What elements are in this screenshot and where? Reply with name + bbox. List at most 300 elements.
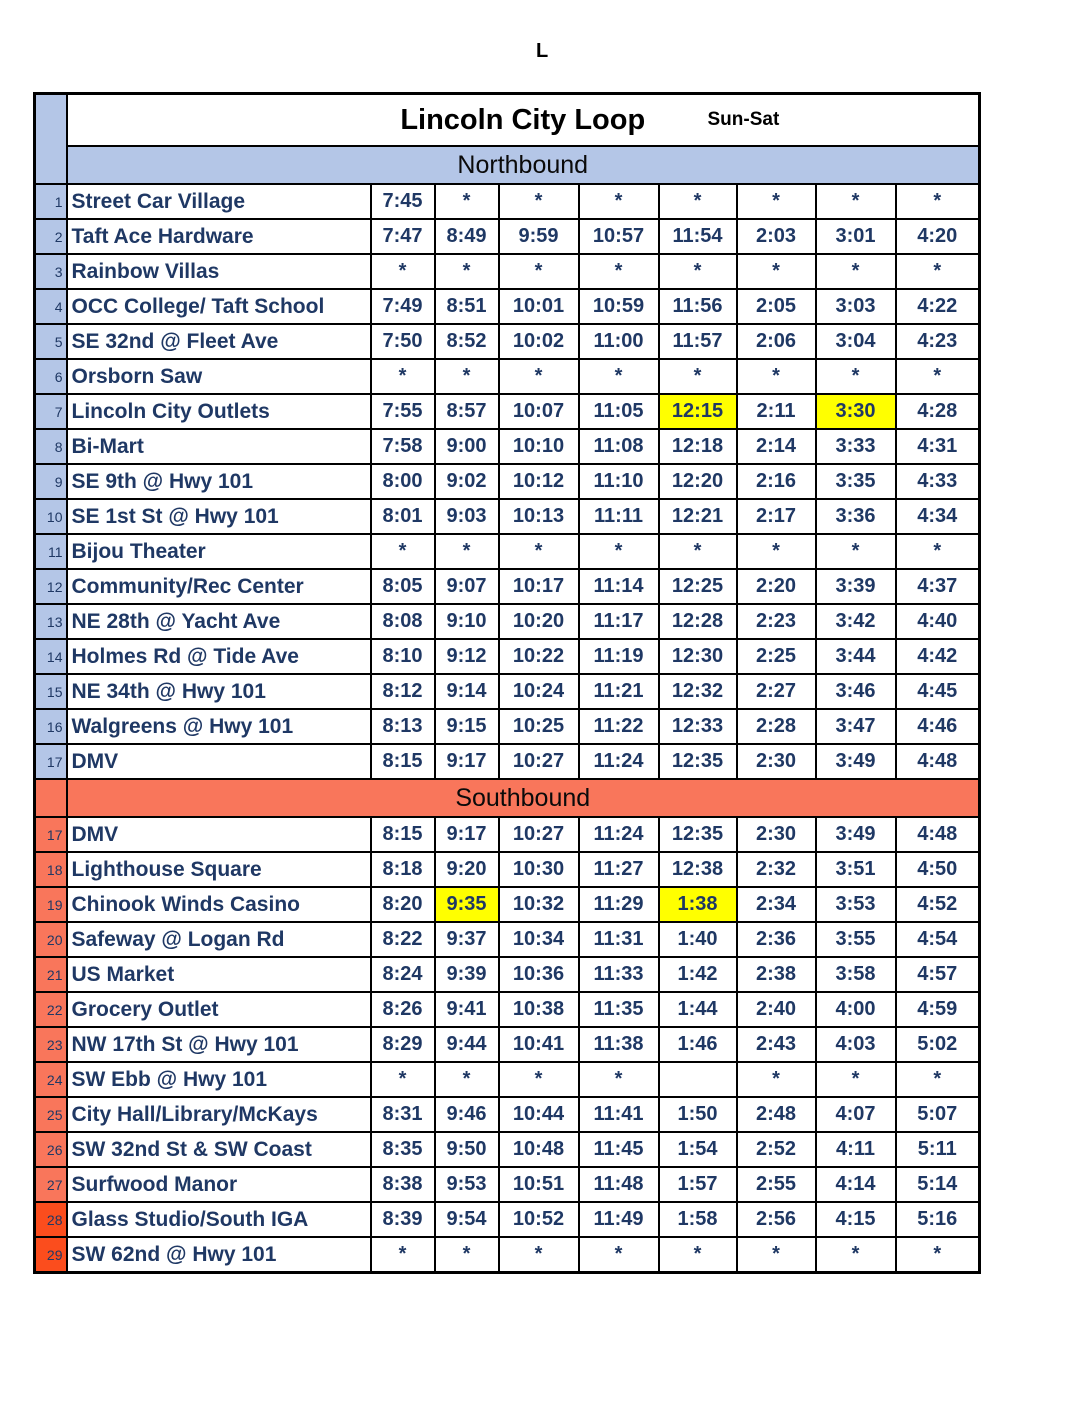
time-cell: * xyxy=(499,184,579,219)
time-cell: 5:11 xyxy=(896,1132,980,1167)
time-cell: 8:31 xyxy=(371,1097,435,1132)
stop-name-cell: Safeway @ Logan Rd xyxy=(67,922,371,957)
time-cell: * xyxy=(816,184,896,219)
time-cell: * xyxy=(499,254,579,289)
time-cell: 11:14 xyxy=(579,569,659,604)
time-cell: 11:24 xyxy=(579,744,659,779)
time-cell: 4:11 xyxy=(816,1132,896,1167)
time-cell: 12:32 xyxy=(659,674,737,709)
time-cell: 9:54 xyxy=(435,1202,499,1237)
time-cell: 11:29 xyxy=(579,887,659,922)
time-cell: 2:56 xyxy=(737,1202,816,1237)
time-cell: 8:22 xyxy=(371,922,435,957)
time-cell: 10:22 xyxy=(499,639,579,674)
row-number-cell: 27 xyxy=(35,1167,67,1202)
time-cell: * xyxy=(435,1237,499,1273)
row-number-cell: 17 xyxy=(35,817,67,852)
time-cell: 4:07 xyxy=(816,1097,896,1132)
time-cell: * xyxy=(579,1062,659,1097)
time-cell: 11:49 xyxy=(579,1202,659,1237)
time-cell: 11:08 xyxy=(579,429,659,464)
time-cell: 4:03 xyxy=(816,1027,896,1062)
service-days: Sun-Sat xyxy=(707,109,780,130)
time-cell: 2:27 xyxy=(737,674,816,709)
time-cell: 11:54 xyxy=(659,219,737,254)
time-cell: 4:59 xyxy=(896,992,980,1027)
time-cell: 8:52 xyxy=(435,324,499,359)
time-cell: 2:20 xyxy=(737,569,816,604)
time-cell-highlighted: 9:35 xyxy=(435,887,499,922)
time-cell: * xyxy=(737,534,816,569)
row-number-cell: 20 xyxy=(35,922,67,957)
time-cell: 8:15 xyxy=(371,817,435,852)
time-cell: * xyxy=(896,359,980,394)
time-cell: 2:03 xyxy=(737,219,816,254)
time-cell: 9:41 xyxy=(435,992,499,1027)
stop-row xyxy=(35,957,980,992)
time-cell: 8:57 xyxy=(435,394,499,429)
time-cell: 1:40 xyxy=(659,922,737,957)
time-cell: * xyxy=(499,359,579,394)
time-cell: 3:44 xyxy=(816,639,896,674)
time-cell: 11:21 xyxy=(579,674,659,709)
time-cell: 3:01 xyxy=(816,219,896,254)
stop-name-cell: NW 17th St @ Hwy 101 xyxy=(67,1027,371,1062)
time-cell: 4:15 xyxy=(816,1202,896,1237)
time-cell: 10:07 xyxy=(499,394,579,429)
time-cell: 5:02 xyxy=(896,1027,980,1062)
time-cell: 7:50 xyxy=(371,324,435,359)
time-cell: 2:17 xyxy=(737,499,816,534)
time-cell: 4:37 xyxy=(896,569,980,604)
time-cell: 2:32 xyxy=(737,852,816,887)
stop-row xyxy=(35,359,980,394)
stop-row xyxy=(35,1237,980,1273)
time-cell: 1:44 xyxy=(659,992,737,1027)
time-cell: * xyxy=(896,184,980,219)
northbound-banner-row xyxy=(35,146,980,184)
stop-row xyxy=(35,464,980,499)
northbound-banner: Northbound xyxy=(67,146,980,184)
southbound-header-section xyxy=(35,779,980,817)
corner-cell xyxy=(35,94,67,185)
stop-row xyxy=(35,324,980,359)
time-cell: 3:46 xyxy=(816,674,896,709)
time-cell: 12:28 xyxy=(659,604,737,639)
time-cell: * xyxy=(816,254,896,289)
stop-row xyxy=(35,534,980,569)
time-cell: 4:50 xyxy=(896,852,980,887)
time-cell: * xyxy=(499,1062,579,1097)
time-cell: 10:52 xyxy=(499,1202,579,1237)
time-cell: 12:21 xyxy=(659,499,737,534)
time-cell: 10:20 xyxy=(499,604,579,639)
row-number-cell: 2 xyxy=(35,219,67,254)
stop-row xyxy=(35,184,980,219)
stop-name-cell: Holmes Rd @ Tide Ave xyxy=(67,639,371,674)
time-cell: 11:57 xyxy=(659,324,737,359)
time-cell: 8:51 xyxy=(435,289,499,324)
time-cell: 11:56 xyxy=(659,289,737,324)
stop-name-cell: SW 62nd @ Hwy 101 xyxy=(67,1237,371,1273)
row-number-cell: 1 xyxy=(35,184,67,219)
stop-name-cell: OCC College/ Taft School xyxy=(67,289,371,324)
stop-name-cell: Street Car Village xyxy=(67,184,371,219)
time-cell: * xyxy=(896,534,980,569)
time-cell: 4:20 xyxy=(896,219,980,254)
time-cell: 10:17 xyxy=(499,569,579,604)
time-cell: 10:34 xyxy=(499,922,579,957)
row-number-cell: 14 xyxy=(35,639,67,674)
time-cell: 9:02 xyxy=(435,464,499,499)
time-cell: * xyxy=(659,184,737,219)
time-cell: 4:48 xyxy=(896,744,980,779)
time-cell: 9:14 xyxy=(435,674,499,709)
stop-name-cell: Rainbow Villas xyxy=(67,254,371,289)
stop-name-cell: SE 32nd @ Fleet Ave xyxy=(67,324,371,359)
time-cell: 12:20 xyxy=(659,464,737,499)
time-cell: 11:10 xyxy=(579,464,659,499)
time-cell: * xyxy=(579,1237,659,1273)
stop-row xyxy=(35,1062,980,1097)
time-cell: 4:34 xyxy=(896,499,980,534)
time-cell: 3:53 xyxy=(816,887,896,922)
time-cell: * xyxy=(816,534,896,569)
time-cell: * xyxy=(579,184,659,219)
time-cell: 5:16 xyxy=(896,1202,980,1237)
row-number-cell: 7 xyxy=(35,394,67,429)
stop-row xyxy=(35,219,980,254)
time-cell: 8:01 xyxy=(371,499,435,534)
time-cell: 10:36 xyxy=(499,957,579,992)
time-cell: * xyxy=(579,254,659,289)
stop-name-cell: US Market xyxy=(67,957,371,992)
title-cell xyxy=(67,94,980,147)
stop-name-cell: Taft Ace Hardware xyxy=(67,219,371,254)
stop-row xyxy=(35,289,980,324)
time-cell: 2:36 xyxy=(737,922,816,957)
time-cell: 11:33 xyxy=(579,957,659,992)
time-cell: 3:39 xyxy=(816,569,896,604)
time-cell: 8:49 xyxy=(435,219,499,254)
time-cell: 11:24 xyxy=(579,817,659,852)
time-cell: 8:13 xyxy=(371,709,435,744)
time-cell: 9:59 xyxy=(499,219,579,254)
southbound-banner: Southbound xyxy=(67,779,980,817)
southbound-banner-row xyxy=(35,779,980,817)
time-cell: 9:10 xyxy=(435,604,499,639)
time-cell: 3:58 xyxy=(816,957,896,992)
time-cell: 4:48 xyxy=(896,817,980,852)
row-number-cell: 5 xyxy=(35,324,67,359)
time-cell: 8:26 xyxy=(371,992,435,1027)
time-cell: 1:42 xyxy=(659,957,737,992)
time-cell: 9:17 xyxy=(435,744,499,779)
time-cell: 12:18 xyxy=(659,429,737,464)
time-cell-highlighted: 12:15 xyxy=(659,394,737,429)
time-cell: 11:27 xyxy=(579,852,659,887)
time-cell: * xyxy=(737,1237,816,1273)
time-cell: 9:00 xyxy=(435,429,499,464)
time-cell: 12:33 xyxy=(659,709,737,744)
stop-name-cell: Community/Rec Center xyxy=(67,569,371,604)
time-cell: 4:22 xyxy=(896,289,980,324)
schedule-title: Lincoln City Loop xyxy=(400,103,646,136)
stop-name-cell: DMV xyxy=(67,817,371,852)
time-cell: 10:32 xyxy=(499,887,579,922)
time-cell: 3:33 xyxy=(816,429,896,464)
row-number-cell: 16 xyxy=(35,709,67,744)
row-number-cell: 4 xyxy=(35,289,67,324)
time-cell: 3:47 xyxy=(816,709,896,744)
time-cell: * xyxy=(371,1062,435,1097)
stop-name-cell: NE 34th @ Hwy 101 xyxy=(67,674,371,709)
time-cell: * xyxy=(737,254,816,289)
time-cell: * xyxy=(896,1237,980,1273)
row-number-cell: 19 xyxy=(35,887,67,922)
stop-row xyxy=(35,569,980,604)
time-cell: 2:23 xyxy=(737,604,816,639)
stop-name-cell: SW 32nd St & SW Coast xyxy=(67,1132,371,1167)
southbound-rows xyxy=(35,817,980,1273)
time-cell: 8:20 xyxy=(371,887,435,922)
time-cell: 2:55 xyxy=(737,1167,816,1202)
time-cell: * xyxy=(371,254,435,289)
time-cell: 8:39 xyxy=(371,1202,435,1237)
stop-row xyxy=(35,674,980,709)
stop-row xyxy=(35,639,980,674)
stop-row xyxy=(35,394,980,429)
time-cell: 9:50 xyxy=(435,1132,499,1167)
stop-name-cell: Surfwood Manor xyxy=(67,1167,371,1202)
time-cell: 1:46 xyxy=(659,1027,737,1062)
time-cell: 2:34 xyxy=(737,887,816,922)
row-number-cell: 12 xyxy=(35,569,67,604)
row-number-cell: 8 xyxy=(35,429,67,464)
time-cell: 12:25 xyxy=(659,569,737,604)
time-cell: * xyxy=(816,359,896,394)
time-cell: * xyxy=(499,1237,579,1273)
time-cell: 2:52 xyxy=(737,1132,816,1167)
time-cell: 10:10 xyxy=(499,429,579,464)
time-cell: 9:44 xyxy=(435,1027,499,1062)
time-cell: 2:40 xyxy=(737,992,816,1027)
row-number-cell: 23 xyxy=(35,1027,67,1062)
time-cell: 1:57 xyxy=(659,1167,737,1202)
time-cell: 4:52 xyxy=(896,887,980,922)
time-cell: 4:00 xyxy=(816,992,896,1027)
time-cell: 10:44 xyxy=(499,1097,579,1132)
time-cell: * xyxy=(659,534,737,569)
time-cell: 2:05 xyxy=(737,289,816,324)
time-cell: 3:36 xyxy=(816,499,896,534)
stop-name-cell: Bi-Mart xyxy=(67,429,371,464)
schedule-table xyxy=(33,92,981,1274)
stop-name-cell: Grocery Outlet xyxy=(67,992,371,1027)
time-cell: * xyxy=(499,534,579,569)
time-cell: 5:07 xyxy=(896,1097,980,1132)
time-cell: 3:03 xyxy=(816,289,896,324)
time-cell: 3:35 xyxy=(816,464,896,499)
time-cell: 9:20 xyxy=(435,852,499,887)
row-number-cell: 15 xyxy=(35,674,67,709)
row-number-cell: 25 xyxy=(35,1097,67,1132)
time-cell: 2:11 xyxy=(737,394,816,429)
northbound-rows xyxy=(35,184,980,779)
stop-row xyxy=(35,429,980,464)
time-cell: 7:49 xyxy=(371,289,435,324)
time-cell: 1:58 xyxy=(659,1202,737,1237)
stop-row xyxy=(35,1132,980,1167)
time-cell: 2:16 xyxy=(737,464,816,499)
row-number-cell: 24 xyxy=(35,1062,67,1097)
stop-row xyxy=(35,1097,980,1132)
time-cell: 11:19 xyxy=(579,639,659,674)
time-cell: 10:30 xyxy=(499,852,579,887)
time-cell: 2:28 xyxy=(737,709,816,744)
stop-name-cell: Orsborn Saw xyxy=(67,359,371,394)
time-cell: 8:18 xyxy=(371,852,435,887)
stop-name-cell: Lighthouse Square xyxy=(67,852,371,887)
time-cell: 11:38 xyxy=(579,1027,659,1062)
time-cell: 9:37 xyxy=(435,922,499,957)
time-cell: * xyxy=(737,359,816,394)
time-cell: * xyxy=(816,1237,896,1273)
time-cell: 9:15 xyxy=(435,709,499,744)
stop-row xyxy=(35,992,980,1027)
time-cell: 11:17 xyxy=(579,604,659,639)
time-cell: 10:13 xyxy=(499,499,579,534)
row-number-cell: 11 xyxy=(35,534,67,569)
stop-name-cell: SE 1st St @ Hwy 101 xyxy=(67,499,371,534)
stop-name-cell: SE 9th @ Hwy 101 xyxy=(67,464,371,499)
time-cell: 8:24 xyxy=(371,957,435,992)
stop-row xyxy=(35,1202,980,1237)
row-number-cell: 21 xyxy=(35,957,67,992)
stop-name-cell: SW Ebb @ Hwy 101 xyxy=(67,1062,371,1097)
stop-name-cell: Glass Studio/South IGA xyxy=(67,1202,371,1237)
time-cell: 12:35 xyxy=(659,817,737,852)
time-cell: * xyxy=(896,254,980,289)
time-cell: 10:48 xyxy=(499,1132,579,1167)
time-cell: 3:04 xyxy=(816,324,896,359)
time-cell: 12:38 xyxy=(659,852,737,887)
time-cell: 2:38 xyxy=(737,957,816,992)
time-cell: 7:55 xyxy=(371,394,435,429)
time-cell: * xyxy=(435,534,499,569)
time-cell: 4:54 xyxy=(896,922,980,957)
time-cell: 10:01 xyxy=(499,289,579,324)
time-cell: 4:31 xyxy=(896,429,980,464)
time-cell: 7:58 xyxy=(371,429,435,464)
time-cell: 3:51 xyxy=(816,852,896,887)
stop-name-cell: Lincoln City Outlets xyxy=(67,394,371,429)
time-cell-highlighted: 3:30 xyxy=(816,394,896,429)
time-cell: 8:38 xyxy=(371,1167,435,1202)
stop-row xyxy=(35,817,980,852)
time-cell: * xyxy=(659,359,737,394)
time-cell: 7:47 xyxy=(371,219,435,254)
row-number-cell: 10 xyxy=(35,499,67,534)
time-cell: 10:27 xyxy=(499,744,579,779)
time-cell: 8:00 xyxy=(371,464,435,499)
stop-row xyxy=(35,887,980,922)
time-cell: 2:06 xyxy=(737,324,816,359)
time-cell: * xyxy=(737,1062,816,1097)
table-header-section xyxy=(35,94,980,185)
time-cell: 11:05 xyxy=(579,394,659,429)
time-cell: 10:51 xyxy=(499,1167,579,1202)
time-cell: * xyxy=(816,1062,896,1097)
stop-row xyxy=(35,852,980,887)
time-cell: * xyxy=(896,1062,980,1097)
time-cell: 8:35 xyxy=(371,1132,435,1167)
time-cell: 8:12 xyxy=(371,674,435,709)
time-cell: 10:57 xyxy=(579,219,659,254)
time-cell: * xyxy=(659,254,737,289)
time-cell: 9:39 xyxy=(435,957,499,992)
time-cell: 10:27 xyxy=(499,817,579,852)
row-number-cell: 29 xyxy=(35,1237,67,1273)
time-cell: 2:25 xyxy=(737,639,816,674)
time-cell: 1:50 xyxy=(659,1097,737,1132)
time-cell: 9:17 xyxy=(435,817,499,852)
row-number-cell: 28 xyxy=(35,1202,67,1237)
time-cell: 2:30 xyxy=(737,817,816,852)
stop-name-cell: Chinook Winds Casino xyxy=(67,887,371,922)
time-cell: 3:49 xyxy=(816,817,896,852)
row-number-cell: 22 xyxy=(35,992,67,1027)
time-cell: 10:59 xyxy=(579,289,659,324)
time-cell: 7:45 xyxy=(371,184,435,219)
stop-row xyxy=(35,499,980,534)
time-cell: 12:30 xyxy=(659,639,737,674)
time-cell: 5:14 xyxy=(896,1167,980,1202)
time-cell: 11:22 xyxy=(579,709,659,744)
stop-row xyxy=(35,1167,980,1202)
time-cell: 9:53 xyxy=(435,1167,499,1202)
stop-row xyxy=(35,1027,980,1062)
time-cell: * xyxy=(737,184,816,219)
time-cell: * xyxy=(435,1062,499,1097)
time-cell: 10:12 xyxy=(499,464,579,499)
row-number-cell: 13 xyxy=(35,604,67,639)
time-cell xyxy=(659,1062,737,1097)
row-number-cell: 9 xyxy=(35,464,67,499)
stop-row xyxy=(35,254,980,289)
time-cell: 4:33 xyxy=(896,464,980,499)
time-cell: 2:30 xyxy=(737,744,816,779)
time-cell: * xyxy=(371,534,435,569)
time-cell: * xyxy=(435,359,499,394)
time-cell: 2:14 xyxy=(737,429,816,464)
stop-name-cell: Bijou Theater xyxy=(67,534,371,569)
title-row xyxy=(35,94,980,147)
time-cell: 4:23 xyxy=(896,324,980,359)
time-cell-highlighted: 1:38 xyxy=(659,887,737,922)
time-cell: 8:15 xyxy=(371,744,435,779)
time-cell: 4:57 xyxy=(896,957,980,992)
stop-row xyxy=(35,709,980,744)
time-cell: 10:02 xyxy=(499,324,579,359)
time-cell: 8:05 xyxy=(371,569,435,604)
time-cell: 4:46 xyxy=(896,709,980,744)
time-cell: 4:45 xyxy=(896,674,980,709)
row-number-cell: 18 xyxy=(35,852,67,887)
time-cell: 4:40 xyxy=(896,604,980,639)
time-cell: 3:42 xyxy=(816,604,896,639)
time-cell: 10:24 xyxy=(499,674,579,709)
